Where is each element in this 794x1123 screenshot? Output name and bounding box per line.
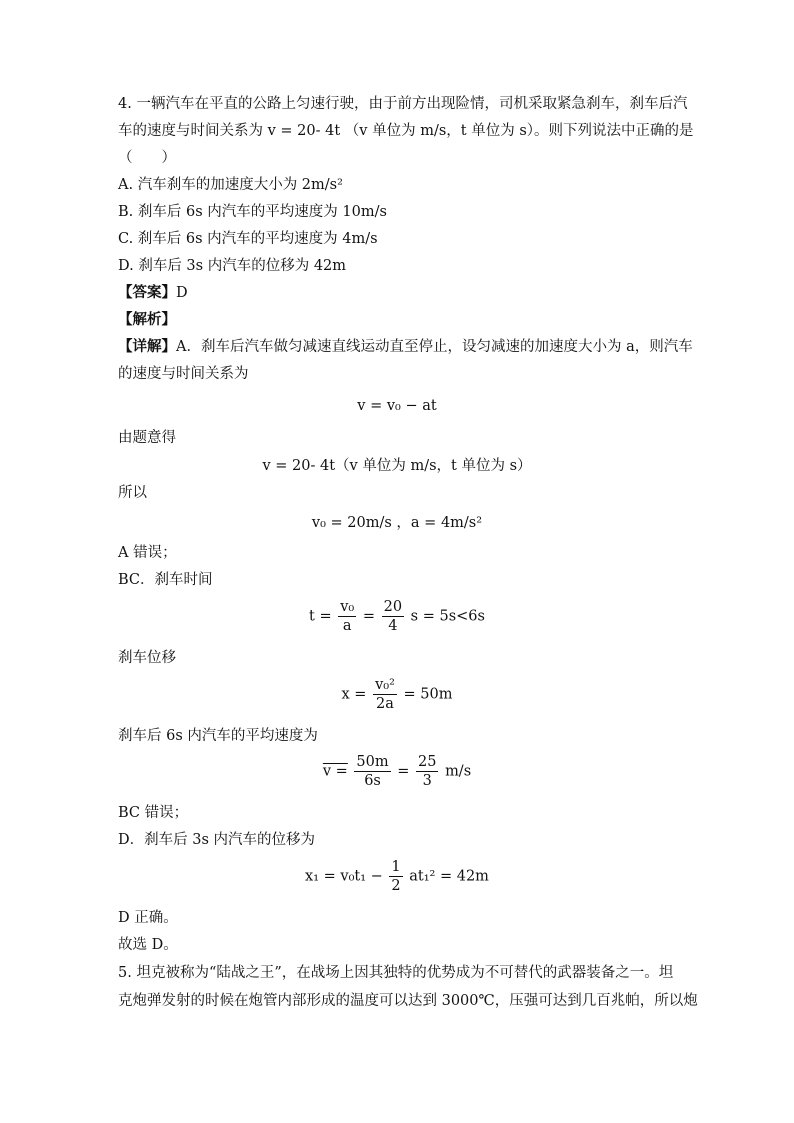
eq4-frac1-num: v₀ — [340, 599, 355, 615]
eq7-lhs: x₁ = v₀t₁ − — [305, 868, 383, 885]
eq6-lhs: v = — [322, 763, 348, 780]
eq4-frac1-den: a — [342, 618, 352, 634]
equation-3: v₀ = 20m/s ，a = 4m/s² — [311, 515, 483, 531]
detail-para-5: BC．刹车时间 — [118, 572, 213, 588]
eq7-num: 1 — [391, 859, 401, 875]
detail-para-1a — [118, 337, 693, 357]
eq4-rhs: s = 5s<6s — [410, 608, 485, 625]
eq6-equals: = — [397, 763, 410, 780]
q5-line-1: 5. 坦克被称为“陆战之王”，在战场上因其独特的优势成为不可替代的武器装备之一。坦 — [118, 965, 674, 981]
equation-6 — [0, 753, 794, 790]
q4-line-1: 4. 一辆汽车在平直的公路上匀速行驶，由于前方出现险情，司机采取紧急刹车，刹车后汽 — [118, 96, 688, 112]
equation-7 — [0, 858, 794, 895]
eq5-fraction — [373, 676, 397, 713]
answer-value: D — [176, 285, 188, 301]
eq5-lhs: x = — [341, 686, 367, 703]
eq6-fraction-1 — [354, 753, 390, 790]
detail-text-1a: A．刹车后汽车做匀减速直线运动直至停止，设匀减速的加速度大小为 a，则汽车 — [176, 339, 693, 355]
eq5-num: v₀² — [375, 677, 395, 693]
eq4-fraction-2 — [382, 598, 404, 635]
eq4-lhs: t = — [309, 608, 332, 625]
q5-line-2: 克炮弹发射的时候在炮管内部形成的温度可以达到 3000℃，压强可达到几百兆帕，所以炮 — [118, 993, 698, 1009]
q4-line-2: 车的速度与时间关系为 v = 20- 4t （v 单位为 m/s，t 单位为 s）。则下列说法中正确的是 — [118, 123, 694, 139]
q4-option-b: B. 刹车后 6s 内汽车的平均速度为 10m/s — [118, 204, 387, 220]
equation-1: v = v₀ − at — [357, 398, 437, 414]
detail-para-2: 由题意得 — [118, 430, 176, 446]
eq6-rhs: m/s — [445, 763, 472, 780]
equation-5 — [0, 676, 794, 713]
equation-2: v = 20- 4t（v 单位为 m/s，t 单位为 s） — [262, 458, 532, 474]
equation-4 — [0, 598, 794, 635]
eq6-frac1-num: 50m — [356, 754, 389, 770]
q4-option-d: D. 刹车后 3s 内汽车的位移为 42m — [118, 258, 347, 274]
eq5-rhs: = 50m — [403, 686, 453, 703]
eq4-frac2-num: 20 — [383, 599, 403, 615]
answer-line — [118, 283, 188, 303]
analysis-label: 【解析】 — [118, 311, 176, 328]
eq7-fraction — [389, 858, 402, 895]
detail-para-6: 刹车位移 — [118, 650, 176, 666]
detail-para-8: BC 错误； — [118, 805, 189, 821]
q4-line-3: （ ） — [118, 150, 176, 166]
eq7-den: 2 — [391, 878, 401, 894]
detail-para-11: 故选 D。 — [118, 937, 178, 953]
eq6-frac2-num: 25 — [418, 754, 437, 770]
q4-option-c: C. 刹车后 6s 内汽车的平均速度为 4m/s — [118, 231, 378, 247]
detail-para-10: D 正确。 — [118, 910, 178, 926]
eq6-fraction-2 — [416, 753, 438, 790]
eq6-frac2-den: 3 — [422, 773, 432, 789]
detail-para-7: 刹车后 6s 内汽车的平均速度为 — [118, 728, 318, 744]
eq4-frac2-den: 4 — [388, 618, 398, 634]
answer-label: 【答案】 — [118, 284, 176, 301]
detail-para-1b: 的速度与时间关系为 — [118, 366, 249, 382]
eq4-equals: = — [362, 608, 375, 625]
q4-option-a: A. 汽车刹车的加速度大小为 2m/s² — [118, 177, 343, 193]
eq6-frac1-den: 6s — [364, 773, 381, 789]
detail-label: 【详解】 — [118, 338, 176, 355]
detail-para-3: 所以 — [118, 485, 147, 501]
eq7-rhs: at₁² = 42m — [409, 868, 489, 885]
eq4-fraction-1 — [338, 598, 356, 635]
detail-para-9: D．刹车后 3s 内汽车的位移为 — [118, 832, 316, 848]
eq5-den: 2a — [376, 696, 394, 712]
detail-para-4: A 错误； — [118, 545, 177, 561]
